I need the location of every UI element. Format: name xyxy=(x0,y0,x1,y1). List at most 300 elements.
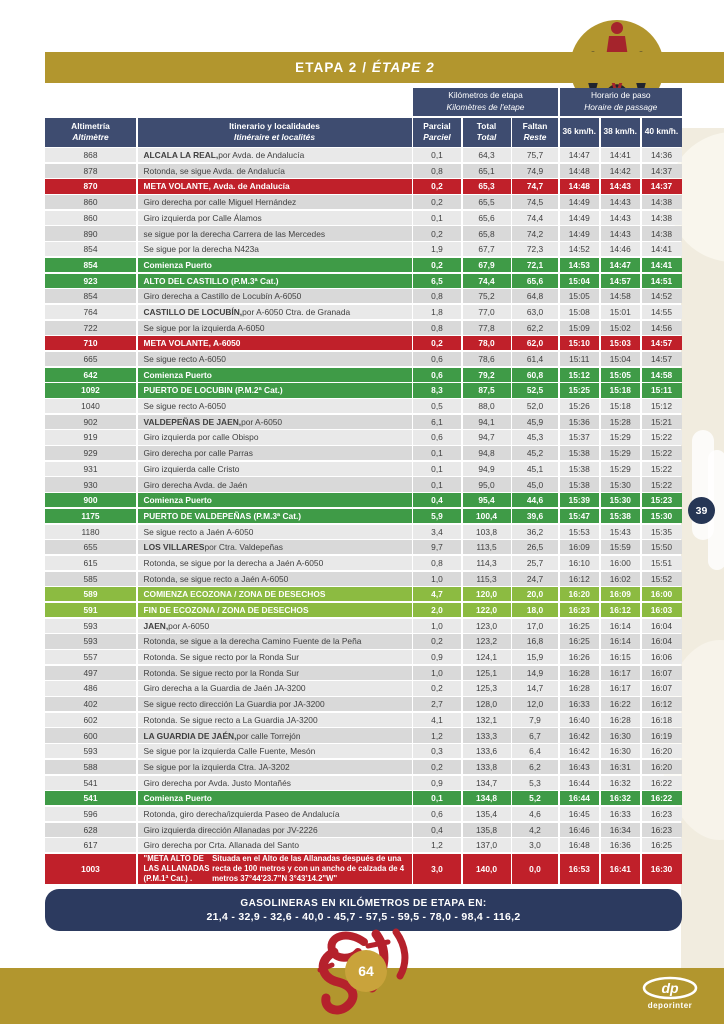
time-38kmh-cell: 15:38 xyxy=(601,509,641,523)
parcial-km-cell: 0,1 xyxy=(413,462,461,476)
time-36kmh-cell: 15:08 xyxy=(560,305,600,319)
time-38kmh-cell: 16:32 xyxy=(601,791,641,805)
time-40kmh-cell: 15:22 xyxy=(642,462,682,476)
time-38kmh-cell: 15:29 xyxy=(601,446,641,460)
speed36-column-header: 36 km/h. xyxy=(560,118,600,147)
km-group-header xyxy=(413,88,558,116)
time-36kmh-cell: 15:12 xyxy=(560,368,600,382)
parcial-km-cell: 0,2 xyxy=(413,336,461,350)
itinerary-cell: Rotonda, se sigue Avda. de Andalucía xyxy=(138,164,412,178)
itinerary-cell: Se sigue recto A-6050 xyxy=(138,399,412,413)
time-40kmh-cell: 14:52 xyxy=(642,289,682,303)
altitude-cell: 1092 xyxy=(45,383,136,397)
time-40kmh-cell: 14:56 xyxy=(642,321,682,335)
table-row xyxy=(45,838,682,852)
time-40kmh-cell: 16:20 xyxy=(642,744,682,758)
faltan-km-cell: 74,2 xyxy=(512,226,558,240)
itinerary-cell: Giro derecha por calle Parras xyxy=(138,446,412,460)
time-36kmh-cell: 16:42 xyxy=(560,728,600,742)
time-38kmh-cell: 15:30 xyxy=(601,493,641,507)
time-38kmh-cell: 16:14 xyxy=(601,634,641,648)
altitude-cell: 665 xyxy=(45,352,136,366)
time-38kmh-cell: 15:03 xyxy=(601,336,641,350)
parcial-km-cell: 0,2 xyxy=(413,226,461,240)
itinerary-bold-text: "META ALTO DE LAS ALLANADAS (P.M.1ª Cat.) . xyxy=(143,853,210,883)
altitude-cell: 541 xyxy=(45,776,136,790)
itinerary-bold-text: Comienza Puerto xyxy=(143,793,212,804)
total-km-cell: 135,4 xyxy=(463,807,511,821)
time-36kmh-cell: 15:26 xyxy=(560,399,600,413)
parcial-km-cell: 0,1 xyxy=(413,791,461,805)
altitude-column-header: Altimetría Altimètre xyxy=(45,118,136,147)
time-40kmh-cell: 14:41 xyxy=(642,258,682,272)
parcial-km-cell: 0,9 xyxy=(413,650,461,664)
time-40kmh-cell: 15:35 xyxy=(642,525,682,539)
altitude-cell: 900 xyxy=(45,493,136,507)
itinerary-cell: Se sigue por la izquierda Calle Fuente, Mesón xyxy=(138,744,412,758)
altitude-cell: 615 xyxy=(45,556,136,570)
time-40kmh-cell: 16:18 xyxy=(642,713,682,727)
time-38kmh-cell: 16:09 xyxy=(601,587,641,601)
time-40kmh-cell: 16:03 xyxy=(642,603,682,617)
itinerary-bold-text: PUERTO DE VALDEPEÑAS (P.M.3ª Cat.) xyxy=(143,510,302,521)
table-row xyxy=(45,462,682,476)
faltan-km-cell: 60,8 xyxy=(512,368,558,382)
altitude-cell: 854 xyxy=(45,289,136,303)
altitude-cell: 930 xyxy=(45,477,136,491)
time-38kmh-cell: 15:04 xyxy=(601,352,641,366)
table-row xyxy=(45,195,682,209)
table-row xyxy=(45,619,682,633)
faltan-km-cell: 6,4 xyxy=(512,744,558,758)
table-group-header xyxy=(45,88,682,116)
altitude-cell: 878 xyxy=(45,164,136,178)
table-row xyxy=(45,430,682,444)
parcial-km-cell: 0,1 xyxy=(413,148,461,162)
stage-title-fr: ÉTAPE 2 xyxy=(371,60,435,75)
itinerary-cell: ALCALA LA REAL, por Avda. de Andalucía xyxy=(138,148,412,162)
parcial-km-cell: 0,5 xyxy=(413,399,461,413)
time-36kmh-cell: 16:26 xyxy=(560,650,600,664)
faltan-km-cell: 45,9 xyxy=(512,415,558,429)
itinerary-cell: Giro izquierda por Calle Álamos xyxy=(138,211,412,225)
time-40kmh-cell: 14:57 xyxy=(642,336,682,350)
parcial-km-cell: 0,1 xyxy=(413,446,461,460)
table-row xyxy=(45,540,682,554)
itinerary-cell: Giro derecha a Castillo de Locubín A-6050 xyxy=(138,289,412,303)
table-row xyxy=(45,572,682,586)
faltan-km-cell: 4,2 xyxy=(512,823,558,837)
time-38kmh-cell: 15:05 xyxy=(601,368,641,382)
time-36kmh-cell: 16:43 xyxy=(560,760,600,774)
time-36kmh-cell: 16:09 xyxy=(560,540,600,554)
faltan-km-cell: 6,2 xyxy=(512,760,558,774)
altitude-cell: 868 xyxy=(45,148,136,162)
total-column-header: Total Total xyxy=(463,118,511,147)
time-38kmh-cell: 14:46 xyxy=(601,242,641,256)
altitude-cell: 596 xyxy=(45,807,136,821)
table-row xyxy=(45,823,682,837)
time-36kmh-cell: 16:44 xyxy=(560,776,600,790)
itinerary-cell xyxy=(138,791,412,805)
itinerary-bold-text: ALTO DEL CASTILLO (P.M.3ª Cat.) xyxy=(143,275,279,286)
altitude-cell: 628 xyxy=(45,823,136,837)
time-group-label-es: Horario de paso xyxy=(590,90,651,101)
total-km-cell: 128,0 xyxy=(463,697,511,711)
table-row xyxy=(45,650,682,664)
altitude-cell: 923 xyxy=(45,274,136,288)
table-row xyxy=(45,274,682,288)
table-row xyxy=(45,242,682,256)
time-40kmh-cell: 16:22 xyxy=(642,776,682,790)
itinerary-bold-text: VALDEPEÑAS DE JAEN, xyxy=(143,416,242,427)
parcial-km-cell: 0,1 xyxy=(413,211,461,225)
time-40kmh-cell: 15:22 xyxy=(642,446,682,460)
total-km-cell: 78,0 xyxy=(463,336,511,350)
group-header-spacer xyxy=(45,88,412,116)
time-40kmh-cell: 16:25 xyxy=(642,838,682,852)
time-38kmh-cell: 16:12 xyxy=(601,603,641,617)
time-40kmh-cell: 14:38 xyxy=(642,226,682,240)
time-40kmh-cell: 16:04 xyxy=(642,619,682,633)
time-40kmh-cell: 14:37 xyxy=(642,179,682,193)
itinerary-cell xyxy=(138,383,412,397)
faltan-km-cell: 3,0 xyxy=(512,838,558,852)
time-40kmh-cell: 14:57 xyxy=(642,352,682,366)
itinerary-bold-text: META VOLANTE, A-6050 xyxy=(143,338,241,349)
time-36kmh-cell: 15:04 xyxy=(560,274,600,288)
faltan-km-cell: 44,6 xyxy=(512,493,558,507)
time-38kmh-cell: 16:32 xyxy=(601,776,641,790)
time-38kmh-cell: 15:28 xyxy=(601,415,641,429)
parcial-km-cell: 4,1 xyxy=(413,713,461,727)
faltan-km-cell: 45,1 xyxy=(512,462,558,476)
altitude-cell: 931 xyxy=(45,462,136,476)
total-km-cell: 134,7 xyxy=(463,776,511,790)
time-36kmh-cell: 16:44 xyxy=(560,791,600,805)
itinerary-bold-text: FIN DE ECOZONA / ZONA DE DESECHOS xyxy=(143,605,309,616)
parcial-km-cell: 9,7 xyxy=(413,540,461,554)
total-km-cell: 113,5 xyxy=(463,540,511,554)
faltan-km-cell: 15,9 xyxy=(512,650,558,664)
faltan-km-cell: 61,4 xyxy=(512,352,558,366)
total-km-cell: 64,3 xyxy=(463,148,511,162)
time-40kmh-cell: 16:20 xyxy=(642,760,682,774)
time-40kmh-cell: 15:30 xyxy=(642,509,682,523)
parcial-km-cell: 3,4 xyxy=(413,525,461,539)
altitude-cell: 486 xyxy=(45,681,136,695)
time-36kmh-cell: 16:12 xyxy=(560,572,600,586)
time-38kmh-cell: 14:43 xyxy=(601,179,641,193)
altitude-cell: 585 xyxy=(45,572,136,586)
parcial-km-cell: 0,8 xyxy=(413,164,461,178)
parcial-km-cell: 2,7 xyxy=(413,697,461,711)
altitude-cell: 600 xyxy=(45,728,136,742)
table-row xyxy=(45,807,682,821)
total-km-cell: 65,1 xyxy=(463,164,511,178)
stage-title-es: ETAPA 2 xyxy=(295,60,358,75)
faltan-km-cell: 36,2 xyxy=(512,525,558,539)
total-km-cell: 65,8 xyxy=(463,226,511,240)
stage-title-band xyxy=(45,52,724,83)
itinerary-bold-text: LOS VILLARES xyxy=(143,542,205,553)
faltan-km-cell: 74,7 xyxy=(512,179,558,193)
time-36kmh-cell: 16:45 xyxy=(560,807,600,821)
altitude-cell: 1175 xyxy=(45,509,136,523)
speed40-column-header: 40 km/h. xyxy=(642,118,682,147)
time-36kmh-cell: 15:38 xyxy=(560,446,600,460)
page-number-badge: 64 xyxy=(345,950,387,992)
time-38kmh-cell: 15:59 xyxy=(601,540,641,554)
total-km-cell: 133,8 xyxy=(463,760,511,774)
total-km-cell: 120,0 xyxy=(463,587,511,601)
itinerary-cell xyxy=(138,336,412,350)
table-row xyxy=(45,760,682,774)
altitude-cell: 860 xyxy=(45,211,136,225)
time-40kmh-cell: 14:38 xyxy=(642,195,682,209)
time-36kmh-cell: 15:37 xyxy=(560,430,600,444)
total-km-cell: 65,5 xyxy=(463,195,511,209)
total-km-cell: 122,0 xyxy=(463,603,511,617)
time-40kmh-cell: 16:07 xyxy=(642,681,682,695)
faltan-km-cell: 12,0 xyxy=(512,697,558,711)
itinerary-cell: Giro izquierda calle Cristo xyxy=(138,462,412,476)
time-40kmh-cell: 15:22 xyxy=(642,430,682,444)
parcial-km-cell: 0,2 xyxy=(413,258,461,272)
itinerary-cell xyxy=(138,258,412,272)
time-38kmh-cell: 15:29 xyxy=(601,462,641,476)
time-40kmh-cell: 16:22 xyxy=(642,791,682,805)
itinerary-cell: JAEN, por A-6050 xyxy=(138,619,412,633)
parcial-km-cell: 0,1 xyxy=(413,477,461,491)
total-km-cell: 125,1 xyxy=(463,666,511,680)
altitude-cell: 902 xyxy=(45,415,136,429)
total-km-cell: 65,3 xyxy=(463,179,511,193)
parcial-km-cell: 4,7 xyxy=(413,587,461,601)
altitude-cell: 541 xyxy=(45,791,136,805)
total-km-cell: 140,0 xyxy=(463,854,511,884)
parcial-km-cell: 1,0 xyxy=(413,666,461,680)
time-38kmh-cell: 16:41 xyxy=(601,854,641,884)
time-40kmh-cell: 15:11 xyxy=(642,383,682,397)
time-38kmh-cell: 16:02 xyxy=(601,572,641,586)
itinerary-cell xyxy=(138,274,412,288)
itinerary-bold-text: Comienza Puerto xyxy=(143,495,212,506)
faltan-km-cell: 18,0 xyxy=(512,603,558,617)
itinerary-cell: CASTILLO DE LOCUBÍN, por A-6050 Ctra. de Granada xyxy=(138,305,412,319)
time-38kmh-cell: 16:34 xyxy=(601,823,641,837)
time-36kmh-cell: 14:47 xyxy=(560,148,600,162)
parcial-km-cell: 3,0 xyxy=(413,854,461,884)
time-36kmh-cell: 16:42 xyxy=(560,744,600,758)
faltan-km-cell: 52,5 xyxy=(512,383,558,397)
time-38kmh-cell: 16:17 xyxy=(601,666,641,680)
total-km-cell: 100,4 xyxy=(463,509,511,523)
faltan-km-cell: 45,2 xyxy=(512,446,558,460)
altitude-cell: 1040 xyxy=(45,399,136,413)
time-36kmh-cell: 15:38 xyxy=(560,477,600,491)
itinerary-cell xyxy=(138,493,412,507)
total-km-cell: 77,8 xyxy=(463,321,511,335)
time-40kmh-cell: 16:30 xyxy=(642,854,682,884)
parcial-km-cell: 5,9 xyxy=(413,509,461,523)
table-row xyxy=(45,776,682,790)
parcial-km-cell: 0,3 xyxy=(413,744,461,758)
route-table xyxy=(45,88,682,885)
stage-title xyxy=(45,52,685,83)
itinerary-cell: Rotonda. Se sigue recto por la Ronda Sur xyxy=(138,650,412,664)
time-40kmh-cell: 16:04 xyxy=(642,634,682,648)
altitude-cell: 919 xyxy=(45,430,136,444)
itinerary-bold-text: COMIENZA ECOZONA / ZONA DE DESECHOS xyxy=(143,589,326,600)
altitude-cell: 1003 xyxy=(45,854,136,884)
faltan-km-cell: 24,7 xyxy=(512,572,558,586)
itinerary-cell: Se sigue recto a Jaén A-6050 xyxy=(138,525,412,539)
table-row xyxy=(45,321,682,335)
time-38kmh-cell: 14:43 xyxy=(601,226,641,240)
parcial-km-cell: 1,8 xyxy=(413,305,461,319)
time-36kmh-cell: 15:39 xyxy=(560,493,600,507)
parcial-km-cell: 0,4 xyxy=(413,823,461,837)
time-36kmh-cell: 15:38 xyxy=(560,462,600,476)
table-row xyxy=(45,305,682,319)
parcial-km-cell: 0,8 xyxy=(413,556,461,570)
itinerary-cell: Giro derecha por Crta. Allanada del Santo xyxy=(138,838,412,852)
altitude-cell: 589 xyxy=(45,587,136,601)
time-36kmh-cell: 14:49 xyxy=(560,226,600,240)
altitude-cell: 890 xyxy=(45,226,136,240)
time-40kmh-cell: 14:38 xyxy=(642,211,682,225)
time-38kmh-cell: 16:30 xyxy=(601,744,641,758)
time-40kmh-cell: 16:06 xyxy=(642,650,682,664)
time-36kmh-cell: 14:53 xyxy=(560,258,600,272)
total-km-cell: 132,1 xyxy=(463,713,511,727)
altitude-cell: 854 xyxy=(45,258,136,272)
table-row xyxy=(45,399,682,413)
parcial-km-cell: 0,2 xyxy=(413,634,461,648)
faltan-column-header: Faltan Reste xyxy=(512,118,558,147)
table-row xyxy=(45,352,682,366)
altitude-cell: 593 xyxy=(45,619,136,633)
time-40kmh-cell: 16:23 xyxy=(642,823,682,837)
table-row xyxy=(45,509,682,523)
table-row xyxy=(45,415,682,429)
itinerary-cell: Giro izquierda por calle Obispo xyxy=(138,430,412,444)
total-km-cell: 134,8 xyxy=(463,791,511,805)
faltan-km-cell: 5,2 xyxy=(512,791,558,805)
time-36kmh-cell: 15:25 xyxy=(560,383,600,397)
faltan-km-cell: 20,0 xyxy=(512,587,558,601)
itinerary-cell xyxy=(138,368,412,382)
time-38kmh-cell: 15:18 xyxy=(601,399,641,413)
total-km-cell: 94,8 xyxy=(463,446,511,460)
time-36kmh-cell: 16:28 xyxy=(560,666,600,680)
altitude-cell: 602 xyxy=(45,713,136,727)
altitude-cell: 497 xyxy=(45,666,136,680)
total-km-cell: 123,0 xyxy=(463,619,511,633)
faltan-km-cell: 17,0 xyxy=(512,619,558,633)
time-38kmh-cell: 16:14 xyxy=(601,619,641,633)
faltan-km-cell: 74,5 xyxy=(512,195,558,209)
table-row xyxy=(45,179,682,193)
itinerary-cell: Se sigue recto A-6050 xyxy=(138,352,412,366)
time-36kmh-cell: 15:05 xyxy=(560,289,600,303)
time-38kmh-cell: 15:43 xyxy=(601,525,641,539)
gas-stations-title: GASOLINERAS EN KILÓMETROS DE ETAPA EN: xyxy=(240,897,487,909)
time-36kmh-cell: 16:10 xyxy=(560,556,600,570)
time-38kmh-cell: 14:42 xyxy=(601,164,641,178)
parcial-km-cell: 0,8 xyxy=(413,289,461,303)
total-km-cell: 78,6 xyxy=(463,352,511,366)
faltan-km-cell: 14,7 xyxy=(512,681,558,695)
time-group-header xyxy=(560,88,683,116)
time-36kmh-cell: 15:36 xyxy=(560,415,600,429)
time-38kmh-cell: 15:29 xyxy=(601,430,641,444)
total-km-cell: 95,0 xyxy=(463,477,511,491)
faltan-km-cell: 62,2 xyxy=(512,321,558,335)
speed38-column-header: 38 km/h. xyxy=(601,118,641,147)
faltan-km-cell: 26,5 xyxy=(512,540,558,554)
time-38kmh-cell: 14:58 xyxy=(601,289,641,303)
time-36kmh-cell: 14:49 xyxy=(560,195,600,209)
total-km-cell: 133,3 xyxy=(463,728,511,742)
itinerary-cell: Se sigue por la derecha N423a xyxy=(138,242,412,256)
total-km-cell: 103,8 xyxy=(463,525,511,539)
time-40kmh-cell: 15:21 xyxy=(642,415,682,429)
table-row xyxy=(45,713,682,727)
faltan-km-cell: 52,0 xyxy=(512,399,558,413)
time-38kmh-cell: 14:47 xyxy=(601,258,641,272)
total-km-cell: 94,7 xyxy=(463,430,511,444)
total-km-cell: 94,9 xyxy=(463,462,511,476)
parcial-km-cell: 6,1 xyxy=(413,415,461,429)
time-38kmh-cell: 14:43 xyxy=(601,195,641,209)
parcial-km-cell: 6,5 xyxy=(413,274,461,288)
table-row xyxy=(45,164,682,178)
itinerary-cell: Giro derecha a la Guardia de Jaén JA-3200 xyxy=(138,681,412,695)
time-36kmh-cell: 15:11 xyxy=(560,352,600,366)
itinerary-cell: Giro derecha por calle Miguel Hernández xyxy=(138,195,412,209)
total-km-cell: 124,1 xyxy=(463,650,511,664)
total-km-cell: 123,2 xyxy=(463,634,511,648)
itinerary-cell: Se sigue por la izquierda Ctra. JA-3202 xyxy=(138,760,412,774)
time-40kmh-cell: 14:37 xyxy=(642,164,682,178)
faltan-km-cell: 62,0 xyxy=(512,336,558,350)
time-38kmh-cell: 16:22 xyxy=(601,697,641,711)
table-column-header xyxy=(45,118,682,147)
parcial-km-cell: 1,2 xyxy=(413,838,461,852)
parcial-km-cell: 1,2 xyxy=(413,728,461,742)
parcial-km-cell: 0,4 xyxy=(413,493,461,507)
time-36kmh-cell: 14:48 xyxy=(560,164,600,178)
itinerary-cell xyxy=(138,587,412,601)
altitude-cell: 764 xyxy=(45,305,136,319)
table-row xyxy=(45,556,682,570)
svg-text:dp: dp xyxy=(661,980,679,996)
parcial-column-header: Parcial Parciel xyxy=(413,118,461,147)
table-row xyxy=(45,211,682,225)
total-km-cell: 75,2 xyxy=(463,289,511,303)
parcial-km-cell: 1,0 xyxy=(413,619,461,633)
time-36kmh-cell: 15:47 xyxy=(560,509,600,523)
time-40kmh-cell: 14:55 xyxy=(642,305,682,319)
itinerary-bold-text: Comienza Puerto xyxy=(143,369,212,380)
total-km-cell: 114,3 xyxy=(463,556,511,570)
table-row xyxy=(45,525,682,539)
faltan-km-cell: 6,7 xyxy=(512,728,558,742)
itinerary-cell: Rotonda, se sigue por la derecha a Jaén A-6050 xyxy=(138,556,412,570)
time-36kmh-cell: 16:46 xyxy=(560,823,600,837)
